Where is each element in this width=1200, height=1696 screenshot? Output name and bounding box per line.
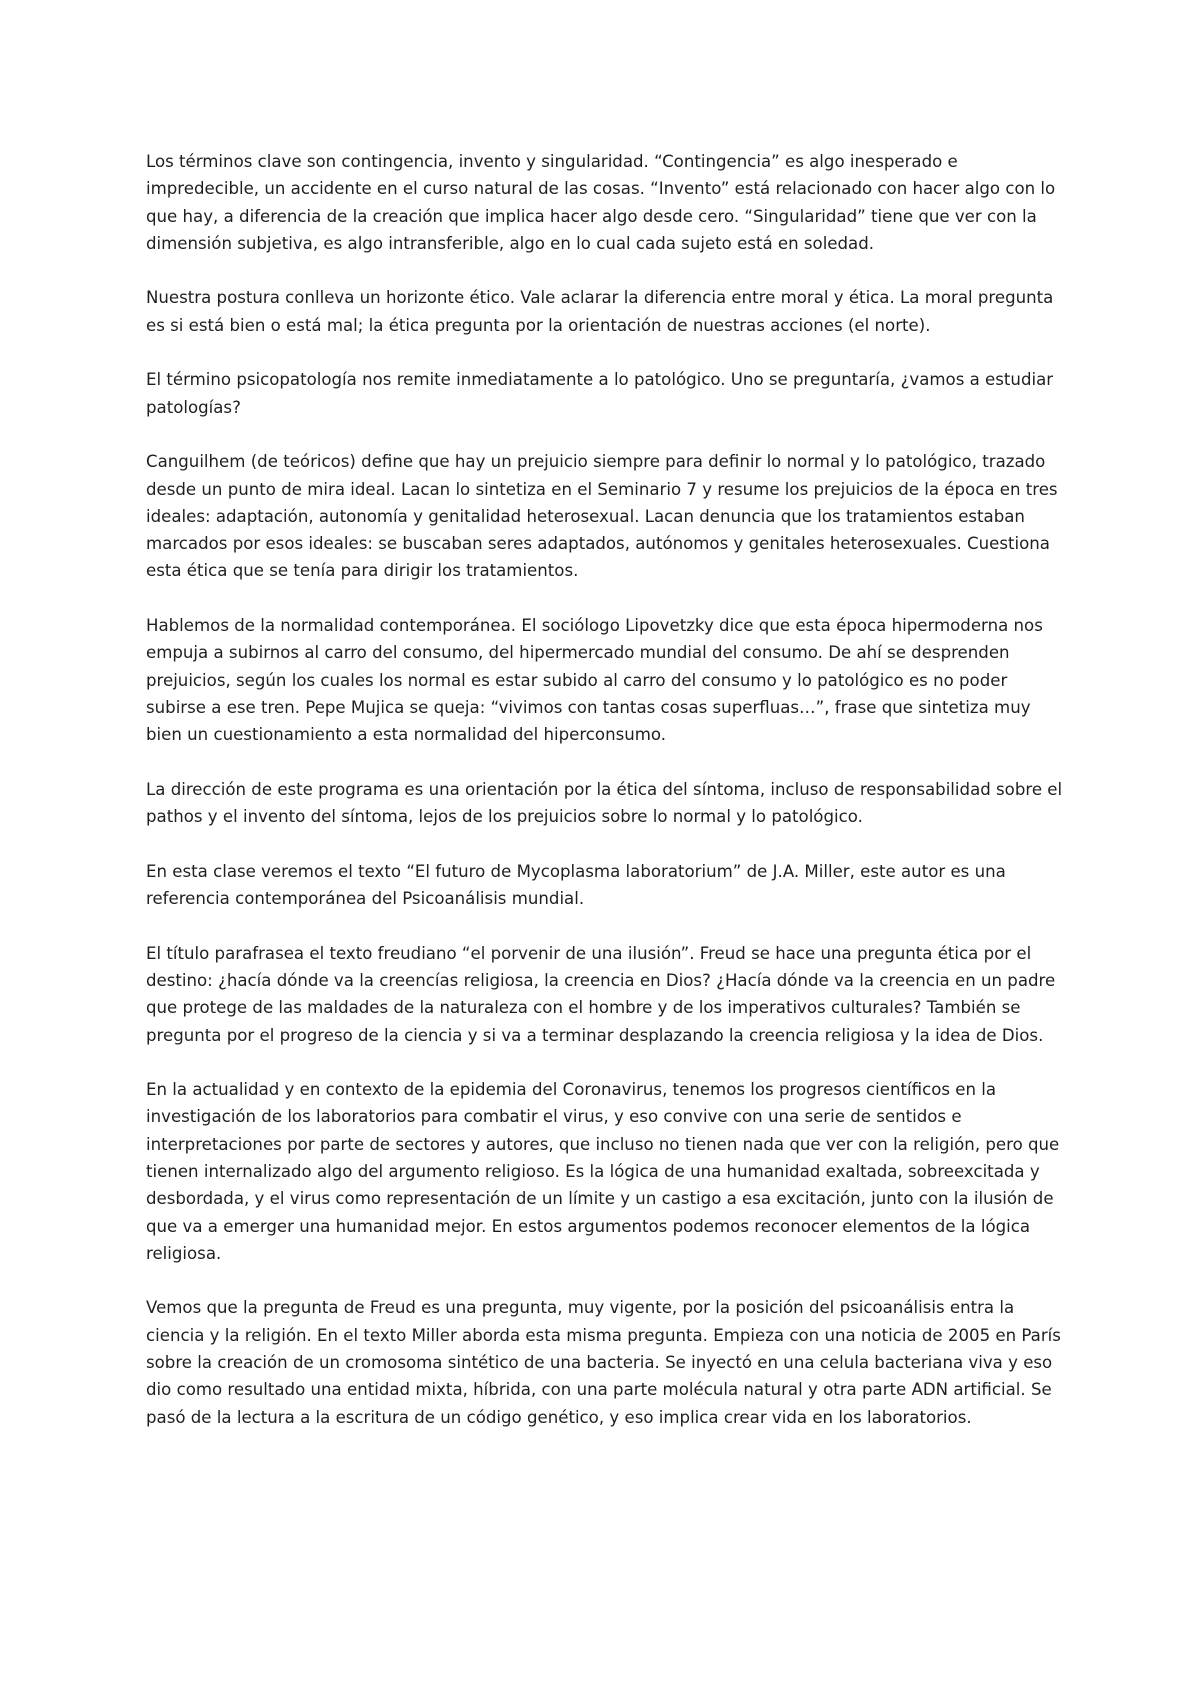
paragraph-freud-question: Vemos que la pregunta de Freud es una pregunta, muy vigente, por la posición del psicoanálisis entra la ciencia y la religión. En el texto Miller aborda esta misma pregunta. Empieza con una noticia de 2005 en París sobre la creación de un cromosoma sintético de una bacteria. Se inyectó en una celula bacteriana viva y eso dio como resultado una entidad mixta, híbrida, con una parte molécula natural y otra parte ADN artificial. Se pasó de la lectura a la escritura de un código genético, y eso implica crear vida en los laboratorios. — [146, 1298, 1061, 1427]
paragraph-program-direction: La dirección de este programa es una orientación por la ética del síntoma, incluso de responsabilidad sobre el pathos y el invento del síntoma, lejos de los prejuicios sobre lo normal y lo patológico. — [146, 779, 1063, 827]
paragraph-coronavirus-context: En la actualidad y en contexto de la epidemia del Coronavirus, tenemos los progresos científicos en la investigación de los laboratorios para combatir el virus, y eso convive con una serie de sentidos e interpretaciones por parte de sectores y autores, que incluso no tienen nada que ver con la religión, pero que tienen internalizado algo del argumento religioso. Es la lógica de una humanidad exaltada, sobreexcitada y desbordada, y el virus como representación de un límite y un castigo a esa excitación, junto con la ilusión de que va a emerger una humanidad mejor. En estos argumentos podemos reconocer elementos de la lógica religiosa. — [146, 1080, 1060, 1263]
paragraph-title-paraphrase: El título parafrasea el texto freudiano “el porvenir de una ilusión”. Freud se hace una pregunta ética por el destino: ¿hacía dónde va la creencías religiosa, la creencia en Dios? ¿Hacía dónde va la creencia en un padre que protege de las maldades de la naturaleza con el hombre y de los imperativos culturales? También se pregunta por el progreso de la ciencia y si va a terminar desplazando la creencia religiosa y la idea de Dios. — [146, 943, 1056, 1045]
paragraph-class-text: En esta clase veremos el texto “El futuro de Mycoplasma laboratorium” de J.A. Miller, este autor es una referencia contemporánea del Psicoanálisis mundial. — [146, 861, 1006, 909]
document-body — [146, 148, 1066, 1431]
paragraph-ethical-horizon: Nuestra postura conlleva un horizonte ético. Vale aclarar la diferencia entre moral y ética. La moral pregunta es si está bien o está mal; la ética pregunta por la orientación de nuestras acciones (el norte). — [146, 288, 1054, 335]
paragraph-canguilhem: Canguilhem (de teóricos) define que hay un prejuicio siempre para definir lo normal y lo patológico, trazado desde un punto de mira ideal. Lacan lo sintetiza en el Seminario 7 y resume los prejuicios de la época en tres ideales: adaptación, autonomía y genitalidad heterosexual. Lacan denuncia que los tratamientos estaban marcados por esos ideales: se buscaban seres adaptados, autónomos y genitales heterosexuales. Cuestiona esta ética que se tenía para dirigir los tratamientos. — [146, 452, 1058, 581]
paragraph-key-terms: Los términos clave son contingencia, invento y singularidad. “Contingencia” es algo inesperado e impredecible, un accidente en el curso natural de las cosas. “Invento” está relacionado con hacer algo con lo que hay, a diferencia de la creación que implica hacer algo desde cero. “Singularidad” tiene que ver con la dimensión subjetiva, es algo intransferible, algo en lo cual cada sujeto está en soledad. — [146, 152, 1056, 253]
paragraph-psychopathology: El término psicopatología nos remite inmediatamente a lo patológico. Uno se preguntaría, ¿vamos a estudiar patologías? — [146, 370, 1054, 417]
paragraph-contemporary-normality: Hablemos de la normalidad contemporánea. El sociólogo Lipovetzky dice que esta época hipermoderna nos empuja a subirnos al carro del consumo, del hipermercado mundial del consumo. De ahí se desprenden prejuicios, según los cuales los normal es estar subido al carro del consumo y lo patológico es no poder subirse a ese tren. Pepe Mujica se queja: “vivimos con tantas cosas superfluas…”, frase que sintetiza muy bien un cuestionamiento a esta normalidad del hiperconsumo. — [146, 616, 1043, 745]
